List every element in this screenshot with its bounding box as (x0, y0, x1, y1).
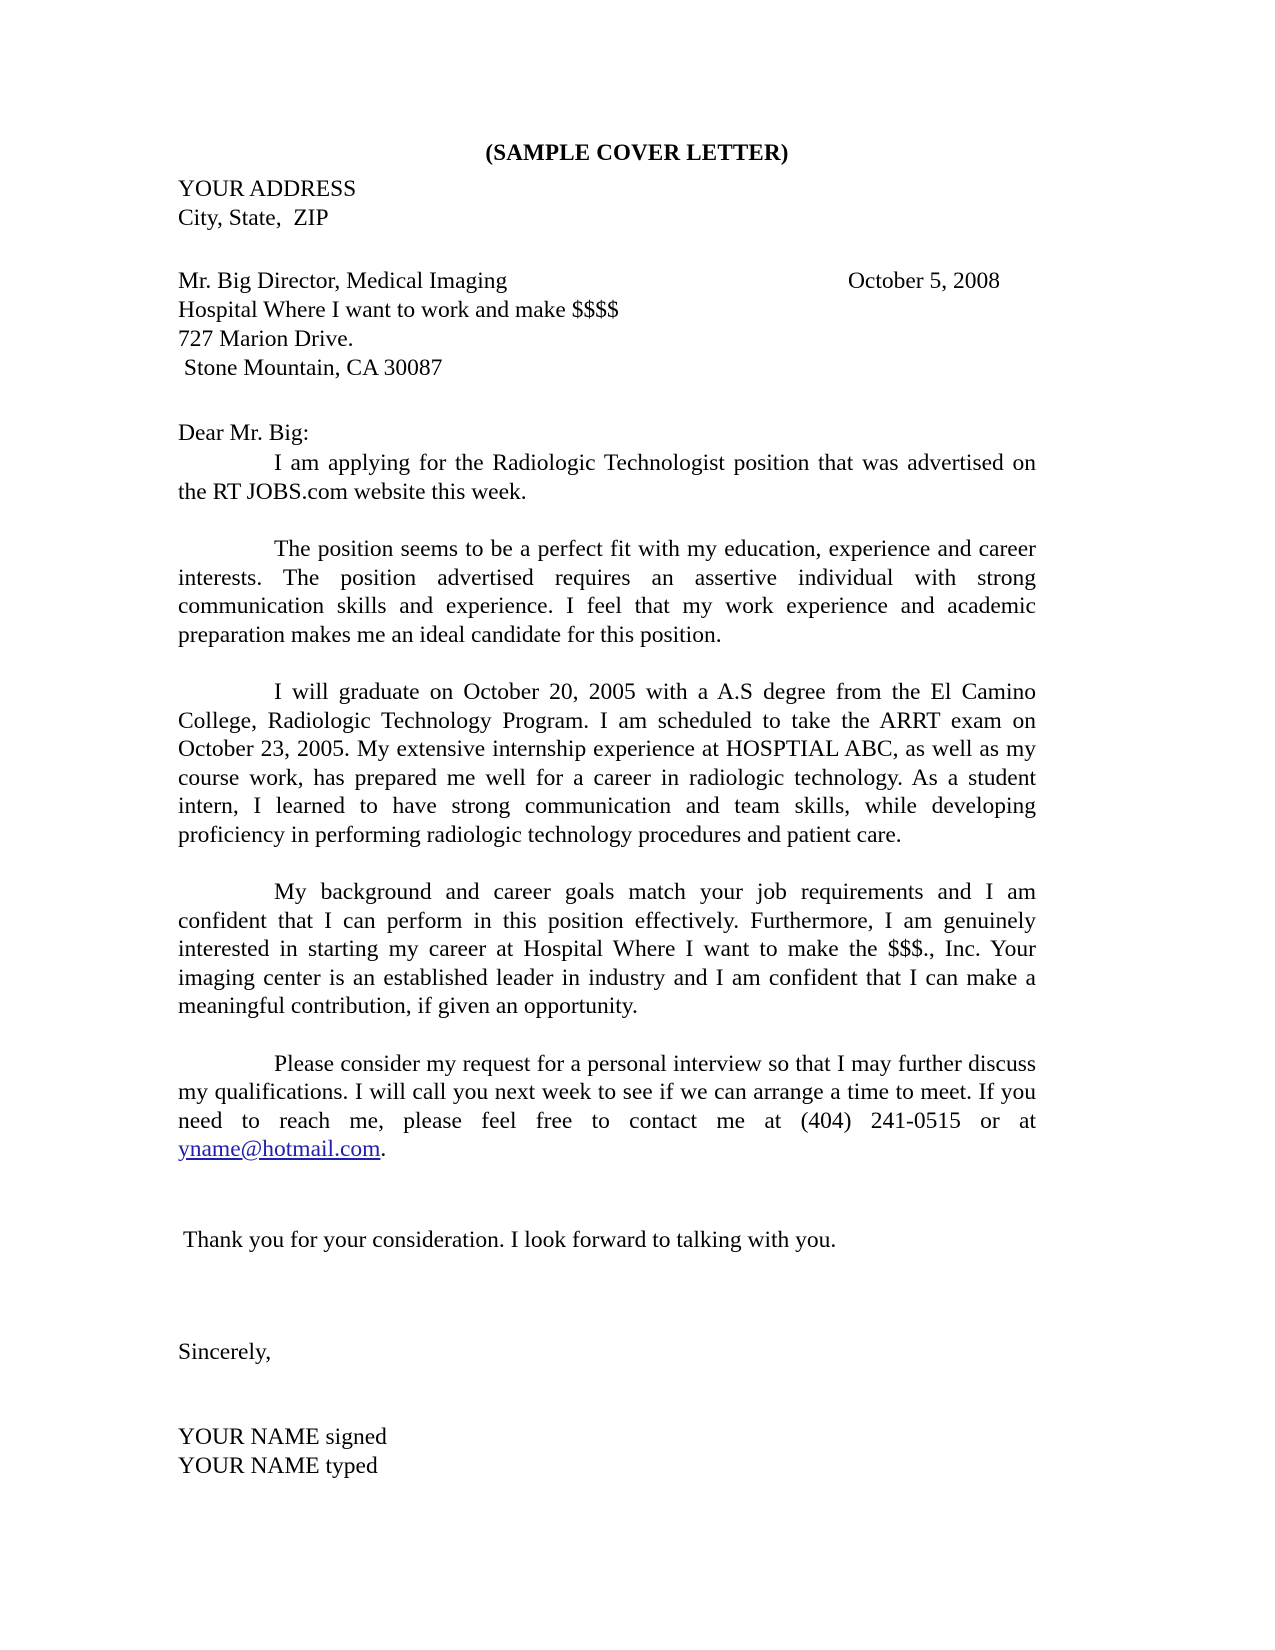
signature-typed-line: YOUR NAME typed (178, 1452, 378, 1479)
sender-address-block (178, 175, 1036, 233)
closing-paragraph-text: Please consider my request for a personal interview so that I may further discuss my qualifications. I will call you next week to see if we can arrange a time to meet. If you need to reach me, please feel free to contact me at (404) 241-0515 or at (178, 1050, 1036, 1134)
email-link[interactable]: yname@hotmail.com (178, 1136, 381, 1162)
salutation: Dear Mr. Big: (178, 420, 310, 446)
document-title: (SAMPLE COVER LETTER) (485, 140, 789, 165)
recipient-line-3: 727 Marion Drive. (178, 326, 354, 352)
body-paragraph-1: I am applying for the Radiologic Technologist position that was advertised on the RT JOBS.com website this week. (178, 450, 1036, 505)
signature-signed-line: YOUR NAME signed (178, 1423, 387, 1450)
recipient-line-1: Mr. Big Director, Medical Imaging (178, 268, 508, 294)
body-paragraph-2: The position seems to be a perfect fit with my education, experience and career interests. The position advertised requires an assertive individual with strong communication skills and experience. I feel that my work experience and academic preparation makes me an ideal candidate for this position. (178, 536, 1036, 648)
letter-date: October 5, 2008 (847, 268, 1000, 294)
sender-address-line-1: YOUR ADDRESS (178, 176, 357, 202)
recipient-address-block (178, 267, 1036, 383)
complimentary-close: Sincerely, (178, 1338, 272, 1365)
body-paragraph-3: I will graduate on October 20, 2005 with a A.S degree from the El Camino College, Radiologic Technology Program. I am scheduled to take the ARRT exam on October 23, 2005. My extensive internship experience at HOSPTIAL ABC, as well as my course work, has prepared me well for a career in radiologic technology. As a student intern, I learned to have strong communication and team skills, while developing proficiency in performing radiologic technology procedures and patient care. (178, 679, 1036, 848)
sender-address-line-2: City, State, ZIP (178, 205, 329, 231)
thank-you-line: Thank you for your consideration. I look forward to talking with you. (183, 1226, 837, 1253)
cover-letter-body (178, 140, 1036, 1481)
signature-block (178, 1423, 1036, 1481)
recipient-line-2: Hospital Where I want to work and make $$$$ (178, 297, 619, 323)
body-paragraph-5 (178, 1050, 1036, 1164)
body-paragraph-4: My background and career goals match your job requirements and I am confident that I can perform in this position effectively. Furthermore, I am genuinely interested in starting my career at Hospital Where I want to make the $$$., Inc. Your imaging center is an established leader in industry and I am confident that I can make a meaningful contribution, if given an opportunity. (178, 879, 1036, 1019)
closing-paragraph-period: . (380, 1136, 387, 1162)
recipient-line-4: Stone Mountain, CA 30087 (178, 355, 443, 381)
